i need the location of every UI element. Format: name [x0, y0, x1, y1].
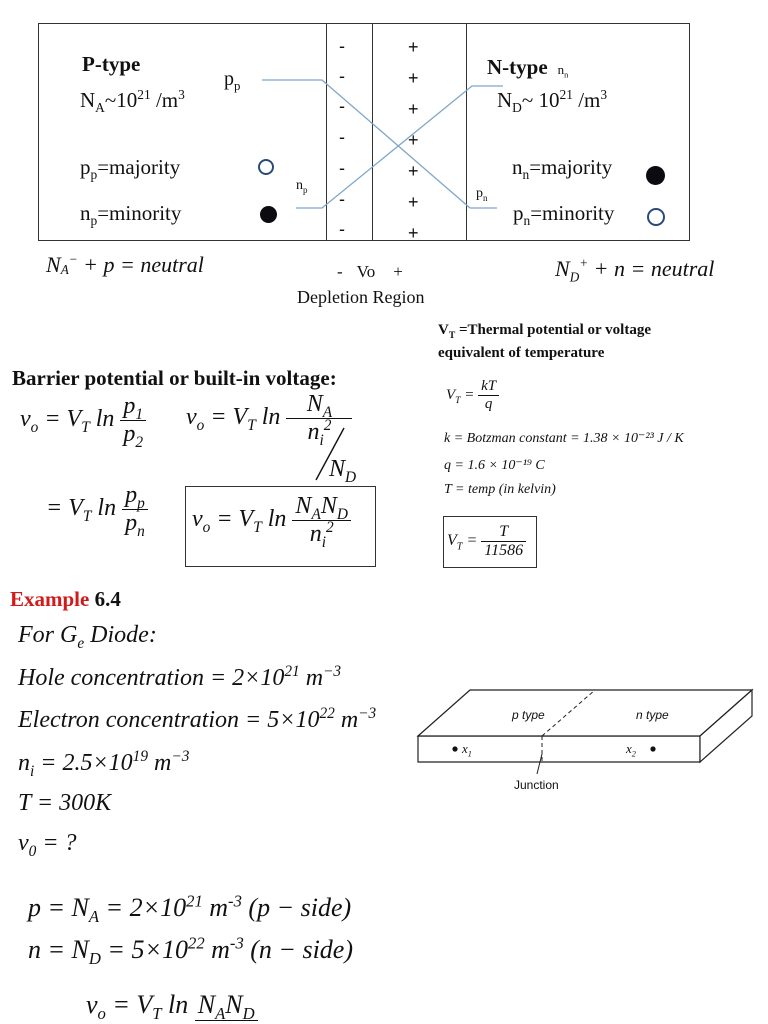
- depletion-region-label: Depletion Region: [297, 287, 425, 307]
- slab-p-type-label: p type: [512, 708, 545, 722]
- barrier-potential-title: Barrier potential or built-in voltage:: [12, 366, 337, 390]
- np-curve-label: $n_p$: [296, 178, 308, 195]
- electron-filled-circle-icon: [260, 206, 277, 223]
- negative-ion-sign: -: [339, 189, 345, 209]
- example-hole-concentration: Hole concentration = $2\times 10^{21}$ $m^{-3}$: [18, 663, 342, 691]
- n-side-neutrality-equation: $N_D^+ + n$ = neutral: [555, 255, 715, 285]
- barrier-final-boxed-formula: $v_o = V_T$ ln $\frac{N_AN_D}{n_i^2}$: [185, 486, 376, 567]
- built-in-voltage-polarity: - Vo +: [337, 262, 403, 281]
- n-minority-carrier: $p_n=minority$: [513, 201, 615, 229]
- example-unknown-vo: $v_0$ = ?: [18, 830, 77, 860]
- positive-ion-sign: +: [408, 99, 419, 119]
- positive-ion-sign: +: [408, 37, 419, 57]
- negative-ion-sign: -: [339, 127, 345, 147]
- hole-open-circle-icon: [647, 208, 665, 226]
- n-type-title: N-type $n_n$: [487, 55, 569, 80]
- slab-n-type-label: n type: [636, 708, 669, 722]
- temperature-line: T = temp (in kelvin): [444, 482, 556, 497]
- barrier-formula-pp-pn: = $V_T$ ln $\frac{p_p}{p_n}$: [46, 482, 148, 537]
- positive-ion-sign: +: [408, 223, 419, 243]
- p-side-neutrality-equation: $N_A^- + p$ = neutral: [46, 251, 204, 277]
- example-electron-concentration: Electron concentration = $5\times 10^{22}$ $m^{-3}$: [18, 705, 377, 733]
- slab-junction-label: Junction: [514, 778, 559, 792]
- calc-n-equals-nd: $n = N_D = 5\times 10^{22}$ $m^{-3}$ (n − side): [28, 933, 354, 969]
- negative-ion-sign: -: [339, 66, 345, 86]
- positive-ion-sign: +: [408, 161, 419, 181]
- p-majority-carrier: $p_p=majority$: [80, 155, 181, 183]
- negative-ion-sign: -: [339, 158, 345, 178]
- slab-x2-label: $x_2$: [626, 741, 636, 759]
- thermal-voltage-boxed-formula: $V_T$ = $\frac{T}{11586}$: [443, 516, 537, 568]
- electron-filled-circle-icon: [646, 166, 665, 185]
- slab-x1-label: $x_1$: [462, 741, 472, 759]
- p-minority-carrier: $n_p=minority$: [80, 201, 182, 229]
- pn-slab-diagram: [0, 680, 768, 810]
- example-line-diode: For $G_e$ Diode:: [18, 622, 157, 652]
- thermal-voltage-heading-line2: equivalent of temperature: [438, 345, 605, 361]
- pn-curve-label: $p_n$: [476, 186, 488, 203]
- thermal-voltage-formula: $V_T$ = $\frac{kT}{q}$: [446, 378, 499, 413]
- positive-ion-sign: +: [408, 192, 419, 212]
- n-type-donor-concentration: $N_D\sim$ $10^{21}$ $/m^3$: [497, 87, 608, 116]
- calc-p-equals-na: $p = N_A = 2\times 10^{21}$ $m^{-3}$ (p − side): [28, 891, 352, 927]
- electron-charge-line: q = 1.6 × 10⁻¹⁹ C: [444, 458, 545, 473]
- n-majority-carrier: $n_n=majority$: [512, 155, 613, 183]
- hole-open-circle-icon: [258, 159, 274, 175]
- barrier-formula-na-over-ni: $v_o = V_T$ ln $\frac{N_A}{n_i^2}$: [186, 391, 352, 446]
- nd-denominator: $N_D$: [329, 456, 357, 486]
- positive-ion-sign: +: [408, 130, 419, 150]
- boltzmann-constant-line: k = Botzman constant = 1.38 × 10⁻²³ J / K: [444, 431, 684, 446]
- negative-ion-sign: -: [339, 219, 345, 239]
- positive-ion-sign: +: [408, 68, 419, 88]
- calc-vo-partial: $v_o = V_T$ ln $N_AN_D$: [86, 990, 258, 1024]
- negative-ion-sign: -: [339, 96, 345, 116]
- example-intrinsic-concentration: $n_i = 2.5\times 10^{19}$ $m^{-3}$: [18, 748, 190, 780]
- p-type-title: P-type: [82, 52, 141, 76]
- example-temperature: T = 300K: [18, 790, 112, 816]
- pp-curve-label: $p_p$: [224, 68, 241, 93]
- barrier-formula-p1-p2: $v_o = V_T$ ln $\frac{p_1}{p_2}$: [20, 393, 146, 448]
- negative-ion-sign: -: [339, 36, 345, 56]
- example-heading: Example 6.4: [10, 587, 121, 611]
- thermal-voltage-heading: $V_T$ =Thermal potential or voltage: [438, 322, 651, 341]
- p-type-acceptor-concentration: $N_A\sim 10^{21}$ $/m^3$: [80, 87, 185, 116]
